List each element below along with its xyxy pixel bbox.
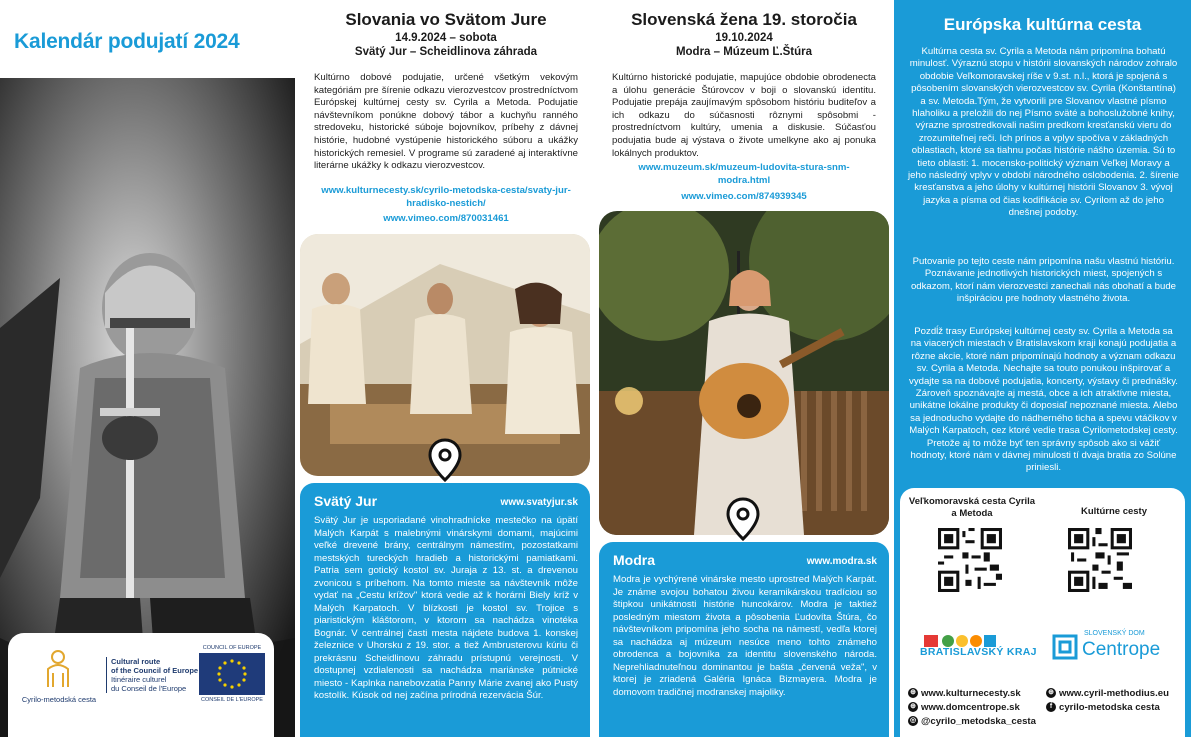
centrope-name: Centrope <box>1082 639 1161 660</box>
cyril-logo-label: Cyrilo-metodská cesta <box>21 695 97 704</box>
bratislava-region-text: BRATISLAVSKÝ KRAJ <box>920 646 1037 658</box>
contact-web-3[interactable]: ⊕ www.cyril-methodius.eu <box>1046 688 1169 699</box>
eu-route-title: Európska kultúrna cesta <box>943 15 1142 34</box>
contact-facebook[interactable]: f cyrilo-metodska cesta <box>1046 702 1160 713</box>
contact-web-2[interactable]: ⊕ www.domcentrope.sk <box>908 702 1020 713</box>
town2-web-link[interactable]: www.modra.sk <box>806 556 877 567</box>
centrope-icon <box>1050 632 1080 662</box>
cyril-methodius-logo-icon <box>36 647 80 691</box>
event1-video-link[interactable]: www.vimeo.com/870031461 <box>383 213 509 224</box>
event2-photo <box>599 211 889 535</box>
event2-description: Kultúrno historické podujatie, mapujúce obdobie obrodenecta a úlohu generácie Štúrovcov v boji o slovanskú identitu. Podujatie prepája zaujímavým spôsobom históriu buditeľov a ich odkazu do súčasnosti rôznymi spôsobmi - prostredníctvom kultúry, umenia a diskusie. Súčasťou podujatia bude aj výstava o živote umelkyne ako aj ponuka lokálnych produktov. <box>612 72 876 159</box>
town1-text: Svätý Jur je usporiadané vinohradnícke mestečko na úpätí Malých Karpát s malebnými vinárskymi domami, majúcimi veľké drevené brány, centrálnym námestím, pozostatkami mestských tureckých hradieb a historickými pamiatkami. Patria sem gotický kostol sv. Juraja z 13. st. a drevenou zvonicou s príbehom. Na tomto mieste sa návštevník môže vydať na „Cestu krížov" ktorá vedie až k horárni Biely kríž v Malých Karpatoch. V blízkosti je kostol sv. Trojice s piaristickým kláštorom, v ktorom sa nachádza vinotéka Bognár. V centrálnej časti mesta nájdete budova 1. konskej železnice v Uhorsku z 19. stor. a tiež Ambrusterovu kúriu či prekrásnu Scheidlinovu záhradu prístupnú verejnosti. V dostupnej vzdialenosti sa nachádza mariánske pútnické miesto - Kaplnka nanebovzatia Panny Márie zvanej ako Pustý kostolík. Kúsok od nej začína prírodná rezervácia Šúr. <box>314 515 578 701</box>
location-pin-icon <box>428 438 462 482</box>
town1-name: Svätý Jur <box>314 493 378 509</box>
instagram-icon: ◎ <box>909 717 917 725</box>
globe-icon: ⊕ <box>1046 688 1056 698</box>
town2-text: Modra je vychýrené vinárske mesto uprostred Malých Karpát. Je známe svojou bohatou živou keramikárskou tradíciou so štipkou unikátnosti histórie huncokárov. Modra je taktiež posledným miestom života a pôsobenia Ľudovíta Štúra, čo návštevníkom pripomína jeho socha na námestí, vedľa ktorej sa nachádza aj múzeum nesúce meno tohto známeho obrodenca a bojovníka za identitu slovenského národa. Neprehliadnuteľnou dominantou je bašta „červená veža", v ktorej je zriadená Galéria Ignáca Bizmayera. Modra je domovom tradičnej modranskej majoliky. <box>613 574 877 698</box>
eu-paragraph-1: Kultúrna cesta sv. Cyrila a Metoda nám pripomína bohatú minulosť. Výraznú stopu v histórii slovanských národov zohralo obdobie Veľkomoravskej ríše v 9.st. n.l., ktorá je spojená s pôsobením slovanských vierozvestcov sv. Cyrila (Konštantína) a sv. Metoda.Tým, že vytvorili pre Slovanov vlastné písmo hlaholiku a preložili do nej Písmo sväté a bohoslužobné knihy, výrazne sprostredkovali našim predkom kresťanskú vieru do zrozumiteľnej reči. Ich prínos a vplyv spočíva v základných oblastiach, ktoré sa tiahnu počas histórie nášho územia. Sú to tieto oblasti: 1. mocensko-politický význam Veľkej Moravy a jeho následný vplyv v období národného oslobodenia. 2. šírenie kresťanstva a jeho úlohy v kultúrnej histórii Slovanov 3. vývoj jazyka a písma od čias kodifikácie sv. Cyrilom až do jeho dnešnej podoby. <box>908 46 1179 219</box>
qr-code-1-icon[interactable] <box>938 528 1002 592</box>
facebook-icon: f <box>1046 702 1056 712</box>
calendar-title: Kalendár podujatí 2024 <box>14 30 240 53</box>
town1-web-link[interactable]: www.svatyjur.sk <box>500 497 578 508</box>
centrope-subtitle: SLOVENSKÝ DOM <box>1084 630 1145 637</box>
event1-description: Kultúrno dobové podujatie, určené všetkým vekovým kategóriám pre šírenie odkazu vierozvestcov prostredníctvom Európskej kultúrnej cesty sv. Cyrila a Metoda. Podujatie návštevníkom ponúkne dobový tábor a kuchyňu ranného stredoveku, historické súboje bojovníkov, príbehy z dávnej histórie, hudobné vystúpenie historického súboru a ukážky historických remesiel. V programe sú zaradené aj interaktívne literárne ukážky k odkazu vierozvestcov. <box>314 72 578 172</box>
globe-icon: ⊕ <box>908 702 918 712</box>
european-route-panel <box>894 0 1191 486</box>
contact-instagram[interactable]: ◎ @cyrilo_metodska_cesta <box>909 716 1036 727</box>
event2-date: 19.10.2024 <box>715 32 773 44</box>
event1-title: Slovania vo Svätom Jure <box>345 10 547 29</box>
logo-card <box>8 633 274 737</box>
event1-date: 14.9.2024 – sobota <box>395 32 497 44</box>
town2-name: Modra <box>613 552 655 568</box>
eu-stars-icon <box>199 653 265 695</box>
event1-link[interactable]: www.kulturnecesty.sk/cyrilo-metodska-cesta/svaty-jur-hradisko-nestich/ <box>321 185 571 209</box>
eu-paragraph-2: Putovanie po tejto ceste nám pripomína našu vlastnú históriu. Poznávanie jednotlivých historických miest, spojených s odkazom, ktorí nám vierozvestci zanechali nás obohatí a bude inšpiráciou pre hodnoty vlastného života. <box>910 256 1177 305</box>
council-of-europe-logo: COUNCIL OF EUROPE CONSEIL DE L'EUROPE <box>198 645 266 705</box>
event2-place: Modra – Múzeum Ľ.Štúra <box>675 46 813 58</box>
qr-code-2-icon[interactable] <box>1068 528 1132 592</box>
event2-video-link[interactable]: www.vimeo.com/874939345 <box>681 191 807 202</box>
qr-section <box>894 486 1191 737</box>
qr2-label: Kultúrne cesty <box>1081 506 1147 517</box>
qr1-label: Veľkomoravská cesta Cyrila a Metoda <box>908 496 1036 519</box>
event2-title: Slovenská žena 19. storočia <box>631 10 857 29</box>
contact-web-1[interactable]: ⊕ www.kulturnecesty.sk <box>908 688 1021 699</box>
eu-paragraph-3: Pozdĺž trasy Európskej kultúrnej cesty sv. Cyrila a Metoda sa na viacerých miestach v Bratislavskom kraji konajú podujatia a rôzne akcie, ktoré nám pripomínajú hodnoty a význam odkazu sv. Cyrila a Metoda. Nechajte sa touto ponukou inšpirovať a vydajte sa na dobové podujatia, koncerty, výstavy či prednášky. Zároveň spoznávajte aj mestá, obce a ich atraktívne miesta, unikátne lokálne produkty či doposiaľ nepoznané miesta. Alebo sa jednoducho vydajte do nádherného ticha a spevu vtáčikov v Malých Karpatoch, cez ktoré vedie trasa Cyrilometodskej cesty. Pretože aj to môže byť ten správny spôsob ako si vážiť hodnoty, ktoré nám v dávnej minulosti tí dvaja bratia zo Solúne priniesli. <box>909 326 1178 474</box>
qr-card <box>900 488 1185 737</box>
town1-panel <box>300 483 590 737</box>
globe-icon: ⊕ <box>908 688 918 698</box>
event2-link[interactable]: www.muzeum.sk/muzeum-ludovita-stura-snm-modra.html <box>638 162 850 186</box>
cultural-route-text: Cultural route of the Council of Europe Itinéraire culturel du Conseil de l'Europe <box>106 657 201 693</box>
town2-panel <box>599 542 889 737</box>
location-pin-icon <box>726 497 760 541</box>
event1-place: Svätý Jur – Scheidlinova záhrada <box>354 46 538 58</box>
